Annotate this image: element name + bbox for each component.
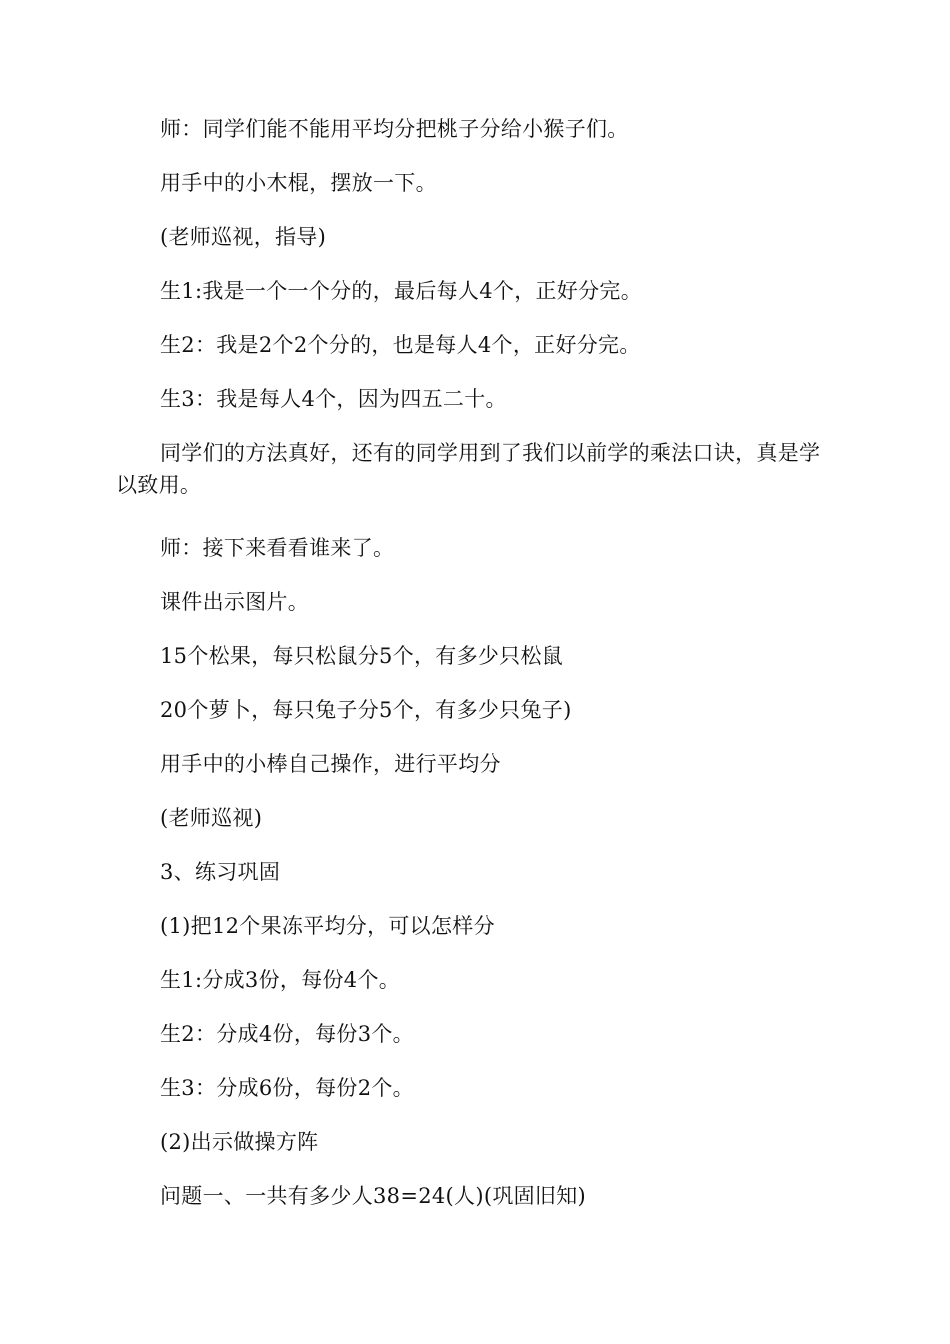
paragraph: (老师巡视) xyxy=(160,806,263,830)
paragraph: 生3：分成6份，每份2个。 xyxy=(160,1076,414,1100)
paragraph: 生2：我是2个2个分的，也是每人4个，正好分完。 xyxy=(160,333,641,357)
paragraph: 生2：分成4份，每份3个。 xyxy=(160,1022,414,1046)
paragraph: 师：接下来看看谁来了。 xyxy=(160,536,395,560)
paragraph: 生3：我是每人4个，因为四五二十。 xyxy=(160,387,507,411)
paragraph: 用手中的小木棍，摆放一下。 xyxy=(160,171,437,195)
paragraph: 同学们的方法真好，还有的同学用到了我们以前学的乘法口诀，真是学以致用。 xyxy=(116,441,821,497)
paragraph: (老师巡视，指导) xyxy=(160,225,327,249)
paragraph: 师：同学们能不能用平均分把桃子分给小猴子们。 xyxy=(160,117,629,141)
paragraph: 生1:我是一个一个分的，最后每人4个，正好分完。 xyxy=(160,279,642,303)
paragraph: 20个萝卜，每只兔子分5个，有多少只兔子) xyxy=(160,698,572,722)
paragraph: 问题一、一共有多少人38=24(人)(巩固旧知) xyxy=(160,1184,587,1208)
paragraph: 15个松果，每只松鼠分5个，有多少只松鼠 xyxy=(160,644,564,668)
paragraph: 3、练习巩固 xyxy=(160,860,281,884)
paragraph: 用手中的小棒自己操作，进行平均分 xyxy=(160,752,501,776)
paragraph: 课件出示图片。 xyxy=(160,590,310,614)
paragraph: (2)出示做操方阵 xyxy=(160,1130,319,1154)
paragraph: 生1:分成3份，每份4个。 xyxy=(160,968,401,992)
paragraph: (1)把12个果冻平均分，可以怎样分 xyxy=(160,914,495,938)
